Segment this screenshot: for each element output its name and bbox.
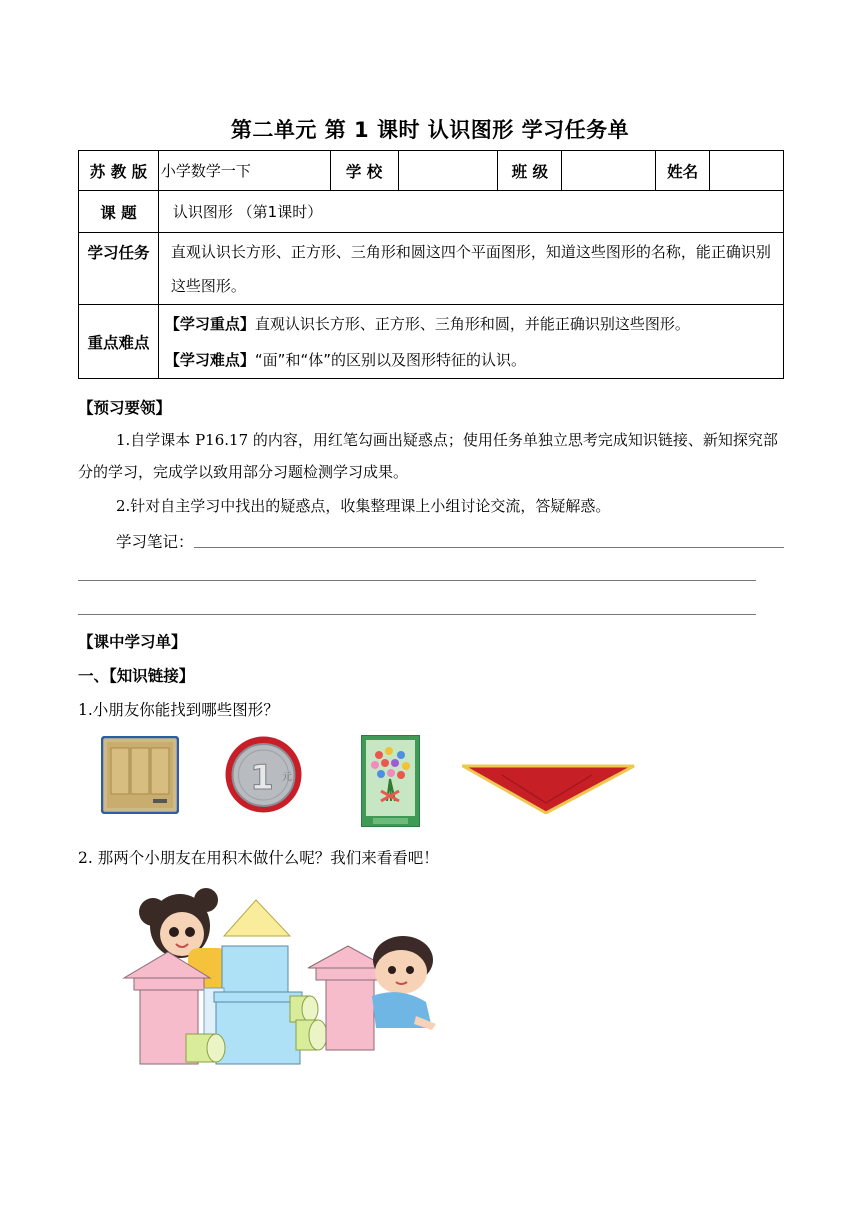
info-table xyxy=(78,150,784,379)
coin-digit: 1 xyxy=(250,758,274,798)
preview-item-1: 1.自学课本 P16.17 的内容，用红笔勾画出疑惑点；使用任务单独立思考完成知识链接、新知探究部分的学习，完成学以致用部分习题检测学习成果。 xyxy=(78,431,778,481)
coin-unit: 元 xyxy=(282,772,292,783)
topic-value: 认识图形 （第1课时） xyxy=(158,191,783,233)
class-field[interactable] xyxy=(562,151,656,191)
topic-label: 课 题 xyxy=(79,191,159,233)
notes-line-2[interactable] xyxy=(78,580,756,581)
flower-card-image xyxy=(361,735,420,827)
notes-line-1[interactable] xyxy=(194,547,784,548)
notes-label: 学习笔记： xyxy=(116,533,194,551)
page-title: 第二单元 第 1 课时 认识图形 学习任务单 xyxy=(230,118,630,142)
key-cell xyxy=(158,305,783,379)
publisher-value: 小学数学一下 xyxy=(158,151,330,191)
key-point-line xyxy=(165,306,779,342)
key-label: 重点难点 xyxy=(79,305,159,379)
school-field[interactable] xyxy=(398,151,498,191)
red-scarf-image xyxy=(462,763,635,814)
class-sheet-heading: 【课中学习单】 xyxy=(78,633,187,651)
question-1: 1.小朋友你能找到哪些图形？ xyxy=(78,701,279,719)
difficulty-text: “面”和“体”的区别以及图形特征的认识。 xyxy=(254,350,526,369)
name-label: 姓名 xyxy=(656,151,710,191)
notes-line-3[interactable] xyxy=(78,614,756,615)
knowledge-link-heading: 一、【知识链接】 xyxy=(78,667,195,685)
difficulty-tag: 【学习难点】 xyxy=(164,350,255,369)
difficulty-line xyxy=(165,342,779,378)
preview-heading: 【预习要领】 xyxy=(78,399,172,417)
class-label: 班 级 xyxy=(498,151,562,191)
task-value: 直观认识长方形、正方形、三角形和圆这四个平面图形，知道这些图形的名称，能正确识别这些图形。 xyxy=(158,233,783,305)
publisher-label: 苏 教 版 xyxy=(79,151,159,191)
question-2: 2. 那两个小朋友在用积木做什么呢？我们来看看吧！ xyxy=(78,849,439,867)
coin-image xyxy=(224,735,303,814)
school-label: 学 校 xyxy=(330,151,398,191)
key-point-text: 直观认识长方形、正方形、三角形和圆，并能正确识别这些图形。 xyxy=(254,314,690,333)
key-point-tag: 【学习重点】 xyxy=(164,314,255,333)
preview-item-2: 2.针对自主学习中找出的疑惑点，收集整理课上小组讨论交流，答疑解惑。 xyxy=(116,497,611,515)
light-switch-image xyxy=(101,736,179,814)
task-label: 学习任务 xyxy=(79,233,159,305)
children-building-blocks-image xyxy=(120,878,440,1073)
name-field[interactable] xyxy=(710,151,784,191)
